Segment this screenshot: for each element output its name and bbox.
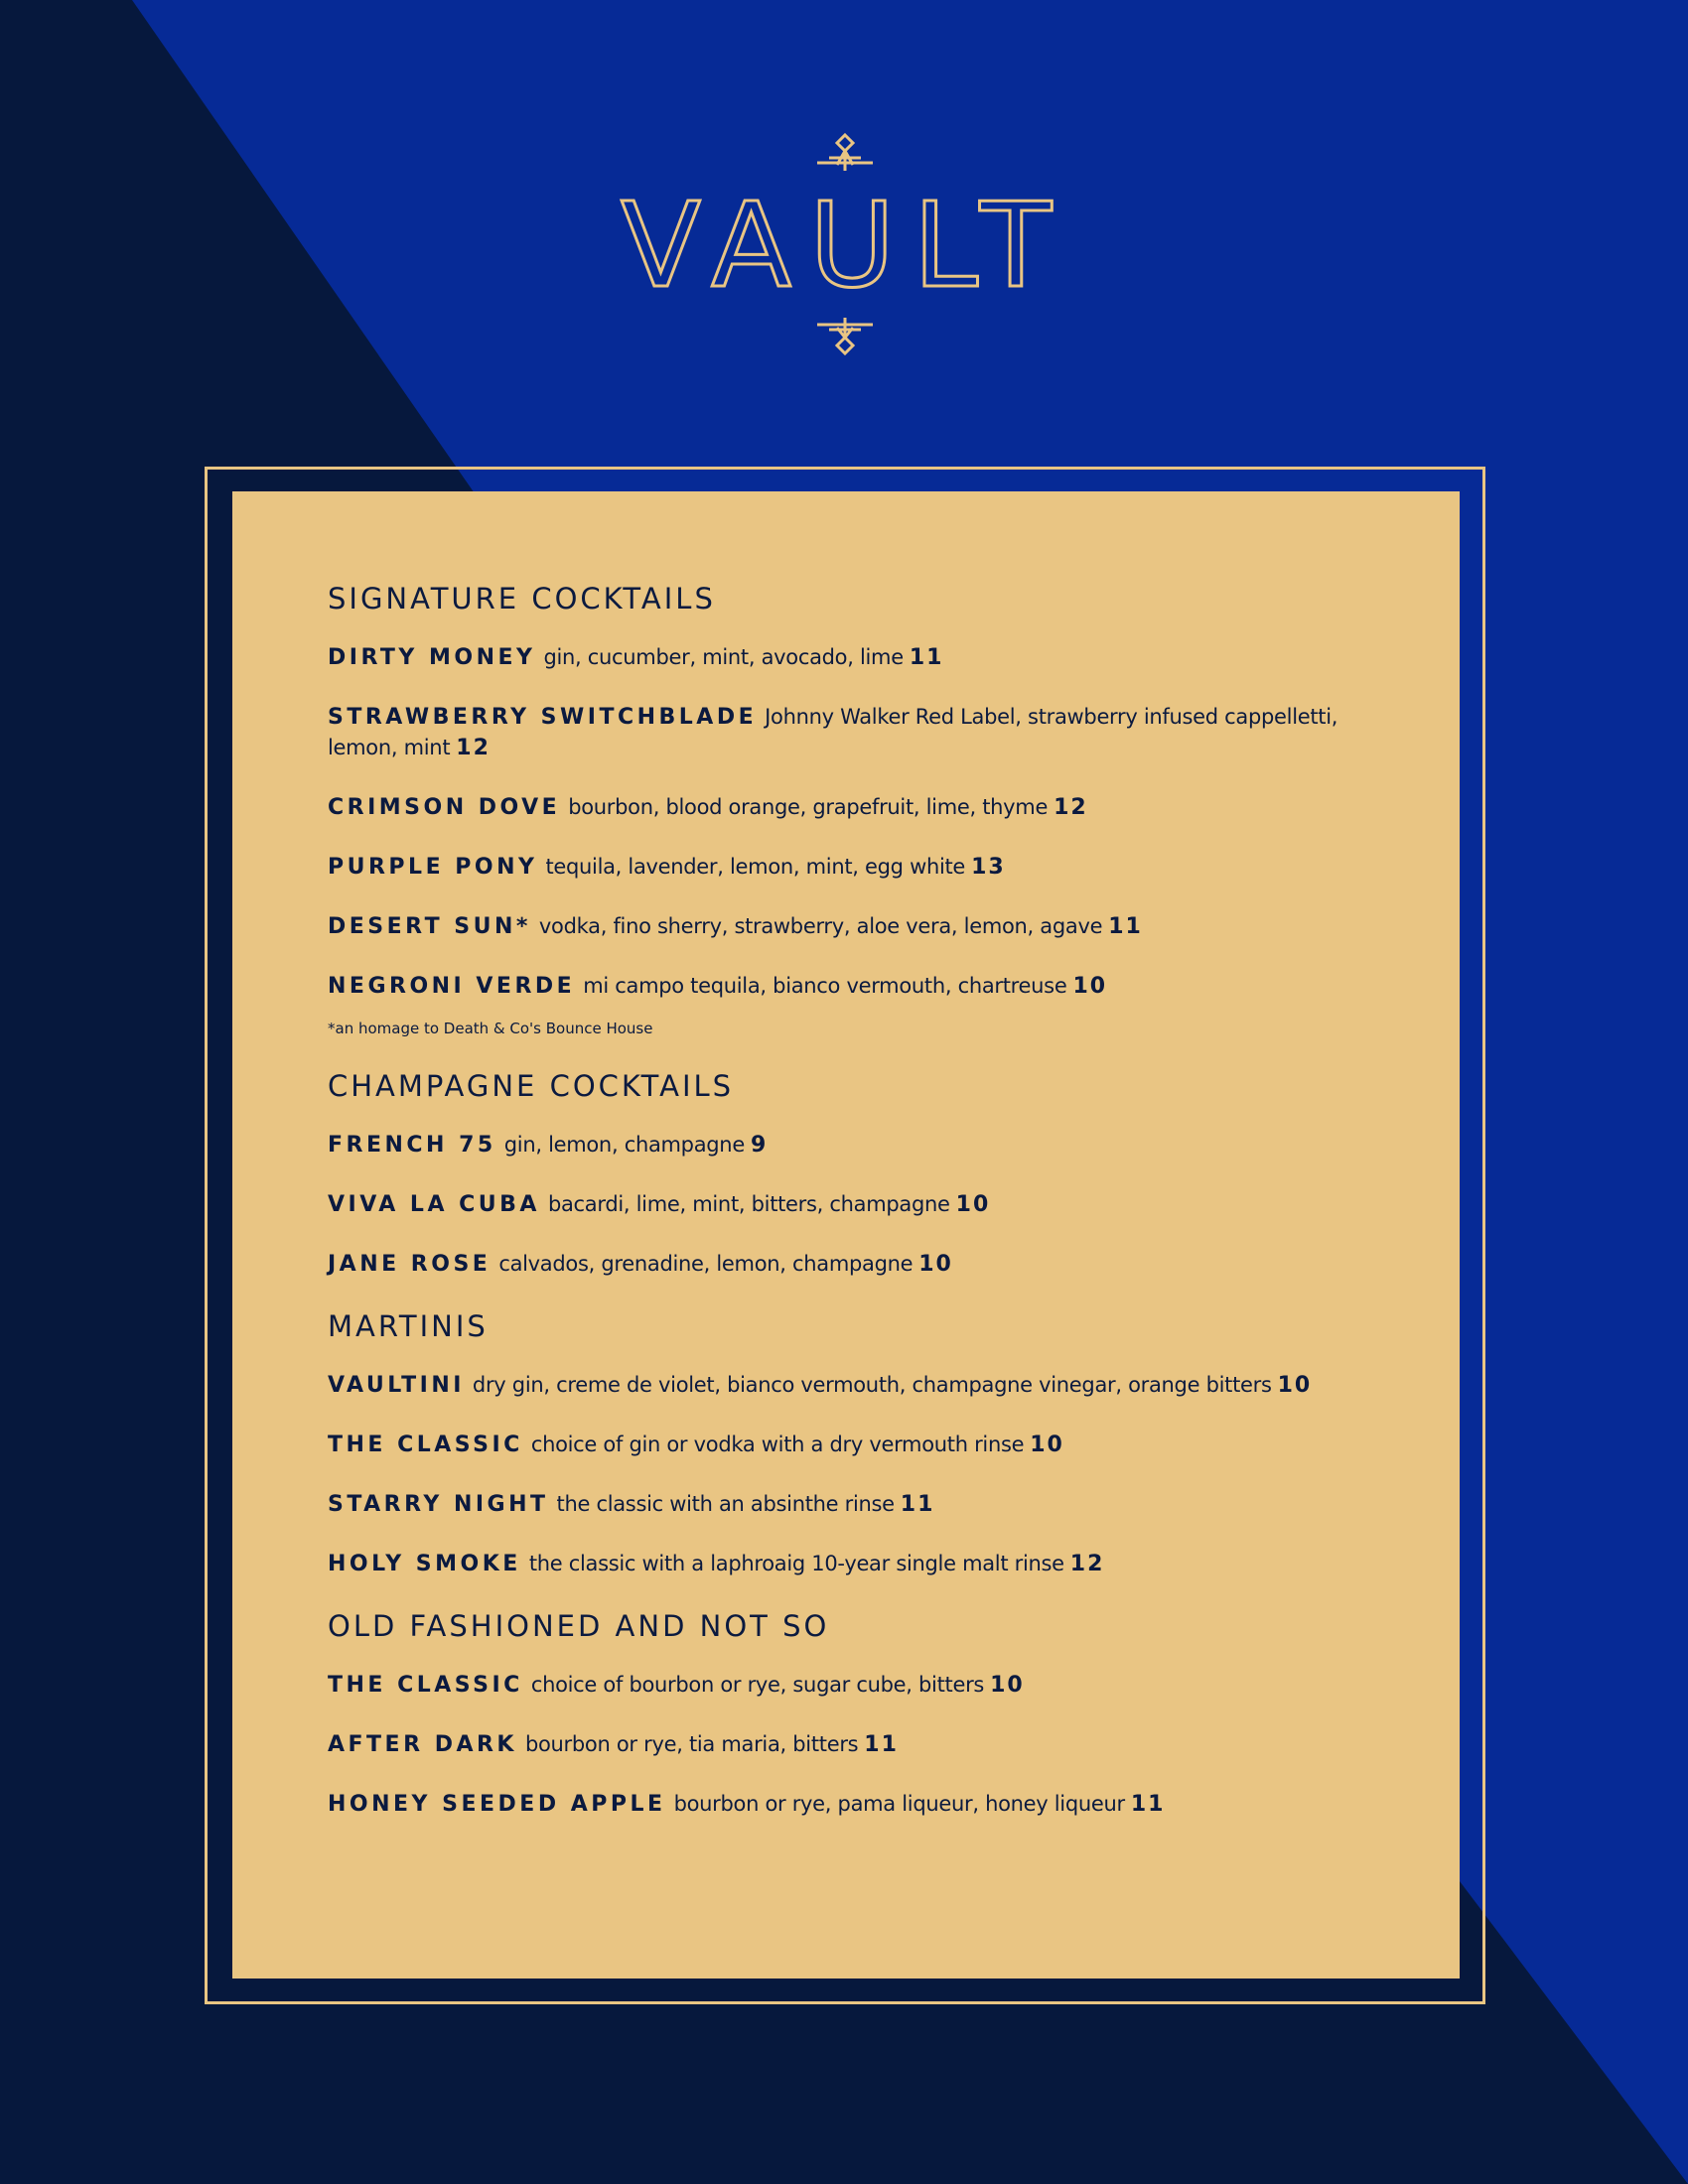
drink-price: 10 — [955, 1192, 991, 1217]
drink-price: 12 — [1054, 795, 1088, 820]
drink-ingredients: dry gin, creme de violet, bianco vermouth, champagne vinegar, orange bitters — [472, 1373, 1272, 1397]
drink-ingredients: bourbon, blood orange, grapefruit, lime, thyme — [568, 795, 1049, 819]
menu-item — [328, 1729, 1380, 1760]
menu-item — [328, 1489, 1380, 1520]
drink-price: 10 — [990, 1673, 1025, 1698]
drink-name: AFTER DARK — [328, 1732, 517, 1757]
menu-section — [328, 1308, 1380, 1579]
drink-ingredients: choice of gin or vodka with a dry vermouth rinse — [530, 1433, 1025, 1456]
menu-item — [328, 852, 1380, 883]
drink-ingredients: bourbon or rye, pama liqueur, honey liqueur — [673, 1792, 1125, 1816]
drink-name: STRAWBERRY SWITCHBLADE — [328, 705, 758, 730]
drink-price: 12 — [1069, 1552, 1105, 1576]
drink-name: FRENCH 75 — [328, 1133, 496, 1158]
ornament-bottom-icon — [817, 318, 873, 353]
drink-ingredients: choice of bourbon or rye, sugar cube, bitters — [530, 1673, 985, 1697]
drink-ingredients: gin, lemon, champagne — [503, 1133, 745, 1157]
menu-section — [328, 1068, 1380, 1280]
drink-price: 11 — [900, 1492, 935, 1517]
drink-name: DESERT SUN* — [328, 914, 531, 939]
ornament-top-icon — [817, 135, 873, 171]
drink-price: 10 — [1030, 1433, 1064, 1457]
drink-price: 11 — [909, 645, 944, 670]
menu-item — [328, 1789, 1380, 1820]
drink-ingredients: the classic with an absinthe rinse — [556, 1492, 895, 1516]
drink-ingredients: gin, cucumber, mint, avocado, lime — [543, 645, 904, 669]
drink-ingredients: bacardi, lime, mint, bitters, champagne — [547, 1192, 950, 1216]
menu-panel — [232, 491, 1460, 1979]
drink-ingredients: the classic with a laphroaig 10-year single malt rinse — [528, 1552, 1064, 1575]
drink-name: CRIMSON DOVE — [328, 795, 561, 820]
menu-section — [328, 581, 1380, 1038]
drink-name: STARRY NIGHT — [328, 1492, 549, 1517]
section-heading: SIGNATURE COCKTAILS — [328, 582, 716, 615]
menu-item — [328, 1189, 1380, 1220]
drink-name: JANE ROSE — [328, 1252, 492, 1277]
drink-name: PURPLE PONY — [328, 855, 538, 880]
drink-ingredients: Johnny Walker Red Label, strawberry infused cappelletti, lemon, mint — [328, 705, 1338, 759]
menu-item — [328, 642, 1380, 673]
drink-name: HOLY SMOKE — [328, 1552, 521, 1576]
drink-ingredients: tequila, lavender, lemon, mint, egg white — [545, 855, 966, 879]
menu-item — [328, 911, 1380, 942]
drink-price: 11 — [864, 1732, 899, 1757]
menu-item — [328, 1549, 1380, 1579]
drink-ingredients: bourbon or rye, tia maria, bitters — [524, 1732, 859, 1756]
vault-logo — [0, 0, 1688, 397]
drink-price: 13 — [971, 855, 1006, 880]
drink-name: THE CLASSIC — [328, 1433, 523, 1457]
drink-ingredients: calvados, grenadine, lemon, champagne — [498, 1252, 914, 1276]
drink-price: 10 — [918, 1252, 953, 1277]
drink-name: NEGRONI VERDE — [328, 974, 576, 999]
drink-name: DIRTY MONEY — [328, 645, 536, 670]
menu-item — [328, 1430, 1380, 1460]
drink-price: 12 — [456, 736, 491, 760]
menu-item — [328, 1130, 1380, 1160]
logo-wordmark: VAULT — [621, 177, 1069, 314]
menu-item — [328, 1670, 1380, 1701]
menu-section — [328, 1608, 1380, 1820]
menu-item — [328, 702, 1380, 763]
menu-item — [328, 1249, 1380, 1280]
drink-name: VIVA LA CUBA — [328, 1192, 540, 1217]
drink-name: HONEY SEEDED APPLE — [328, 1792, 666, 1817]
section-heading: CHAMPAGNE COCKTAILS — [328, 1069, 735, 1103]
drink-price: 9 — [750, 1133, 769, 1158]
section-heading: MARTINIS — [328, 1309, 489, 1343]
drink-name: THE CLASSIC — [328, 1673, 523, 1698]
drink-price: 11 — [1108, 914, 1143, 939]
footnote: *an homage to Death & Co's Bounce House — [328, 1020, 653, 1037]
drink-name: VAULTINI — [328, 1373, 465, 1398]
drink-ingredients: vodka, fino sherry, strawberry, aloe vera, lemon, agave — [538, 914, 1103, 938]
drink-price: 10 — [1072, 974, 1108, 999]
menu-item — [328, 792, 1380, 823]
menu-item — [328, 1370, 1380, 1401]
drink-price: 11 — [1130, 1792, 1166, 1817]
drink-price: 10 — [1277, 1373, 1313, 1398]
section-heading: OLD FASHIONED AND NOT SO — [328, 1609, 830, 1643]
drink-ingredients: mi campo tequila, bianco vermouth, chartreuse — [583, 974, 1067, 998]
menu-item — [328, 971, 1380, 1002]
